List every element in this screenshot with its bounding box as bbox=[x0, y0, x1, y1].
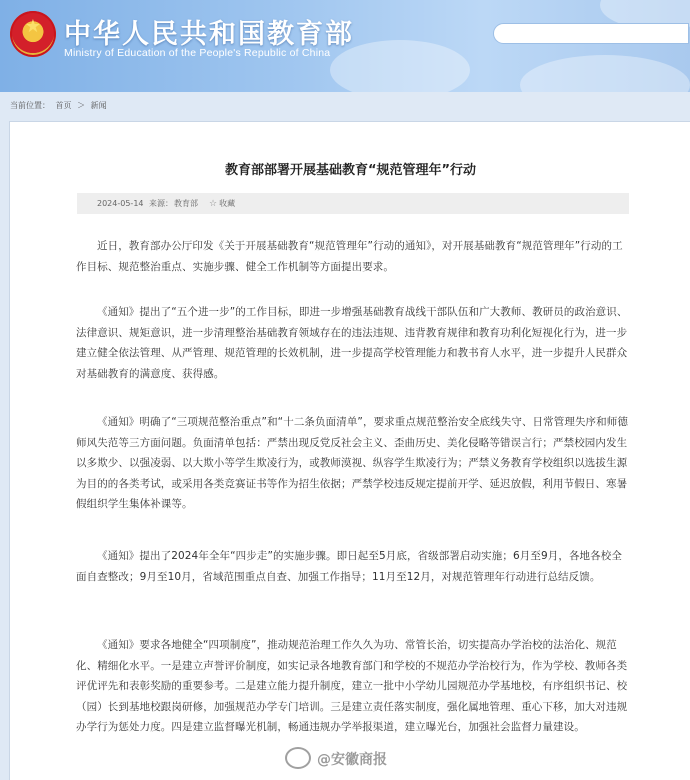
article-panel bbox=[9, 121, 690, 780]
site-subtitle: Ministry of Education of the People's Republic of China bbox=[64, 47, 331, 59]
site-header bbox=[0, 0, 690, 92]
site-title[interactable]: 中华人民共和国教育部 bbox=[64, 19, 354, 50]
search-input[interactable] bbox=[493, 23, 689, 44]
breadcrumb bbox=[10, 100, 110, 112]
article-paragraph-3: 《通知》明确了“三项规范整治重点”和“十二条负面清单”，要求重点规范整治安全底线失守、日常管理失序和师德师风失范等三方面问题。负面清单包括：严禁出现反党反社会主义、歪曲历史、美化侵略等错误言行；严禁校园内发生以多欺少、以强凌弱、以大欺小等学生欺凌行为，或教师漠视、纵容学生欺凌行为；严禁义务教育学校组织以选拔生源为目的的各类考试，或采用各类竞赛证书等作为招生依据；严禁学校违反规定提前开学、延迟放假，利用节假日、寒暑假组织学生集体补课等。 bbox=[76, 416, 628, 510]
weibo-logo-icon bbox=[285, 747, 311, 769]
breadcrumb-separator: ＞ bbox=[77, 101, 86, 110]
weibo-watermark bbox=[285, 749, 387, 771]
breadcrumb-item-news[interactable]: 新闻 bbox=[90, 101, 107, 110]
favorite-label: 收藏 bbox=[219, 199, 236, 208]
header-cloud bbox=[520, 55, 690, 92]
breadcrumb-prefix: 当前位置： bbox=[10, 101, 50, 110]
star-icon: ☆ bbox=[209, 199, 218, 209]
article-paragraph-2: 《通知》提出了“五个进一步”的工作目标，即进一步增强基础教育战线干部队伍和广大教师、教研员的政治意识、法律意识、规矩意识，进一步清理整治基础教育领域存在的违法违规、违背教育规律和教育功利化短视化行为，进一步建立健全依法管理、从严管理、规范管理的长效机制，进一步提高学校管理能力和教书育人水平，进一步提升人民群众对基础教育的满意度、获得感。 bbox=[76, 306, 628, 380]
article-date: 2024-05-14 bbox=[97, 199, 144, 208]
article-paragraph-1: 近日，教育部办公厅印发《关于开展基础教育“规范管理年”行动的通知》，对开展基础教育“规范管理年”行动的工作目标、规范整治重点、实施步骤、健全工作机制等方面提出要求。 bbox=[76, 240, 623, 273]
article-meta-bar bbox=[77, 193, 629, 214]
watermark-text: @安徽商报 bbox=[317, 752, 387, 768]
breadcrumb-item-home[interactable]: 首页 bbox=[55, 101, 72, 110]
article-paragraph-4: 《通知》提出了2024年全年“四步走”的实施步骤。即日起至5月底，省级部署启动实施；6月至9月，各地各校全面自查整改；9月至10月，省域范围重点自查、加强工作指导；11月至12月，对规范管理年行动进行总结反馈。 bbox=[76, 550, 622, 583]
article-source-label: 来源： bbox=[149, 199, 173, 208]
article-paragraph-5: 《通知》要求各地健全“四项制度”，推动规范治理工作久久为功、常管长治，切实提高办学治校的法治化、规范化、精细化水平。一是建立声誉评价制度，如实记录各地教育部门和学校的不规范办学治校行为，作为学校、教师各类评优评先和表彰奖励的重要参考。二是建立能力提升制度，建立一批中小学幼儿园规范办学基地校，有序组织书记、校（园）长到基地校跟岗研修，加强规范办学专门培训。三是建立责任落实制度，强化属地管理、重心下移，加大对违规办学行为惩处力度。四是建立监督曝光机制，畅通违规办学举报渠道，建立曝光台，加强社会监督力量建设。 bbox=[76, 639, 628, 733]
article-title: 教育部部署开展基础教育“规范管理年”行动 bbox=[224, 163, 477, 178]
emblem-star-icon: ★ bbox=[24, 16, 42, 37]
national-emblem-icon[interactable] bbox=[10, 11, 56, 57]
favorite-button[interactable] bbox=[209, 193, 235, 215]
article-source: 教育部 bbox=[174, 199, 198, 208]
